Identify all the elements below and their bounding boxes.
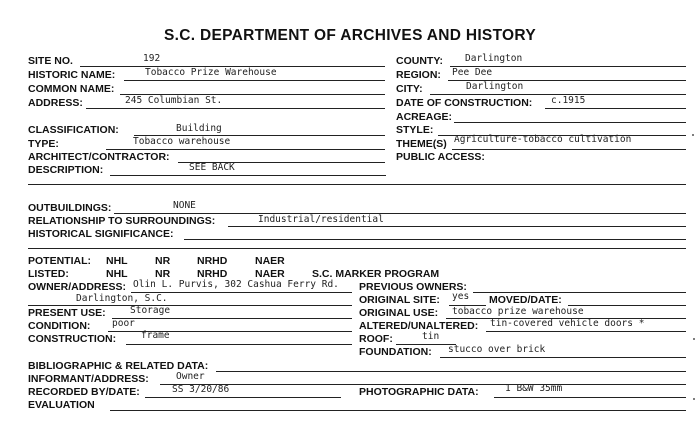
date-of-construction-value: c.1915: [551, 95, 586, 106]
scan-speck: [693, 338, 695, 340]
foundation-value: stucco over brick: [448, 344, 546, 355]
construction-line: [126, 344, 352, 345]
roof-label: ROOF:: [359, 333, 393, 345]
photographic-value: 1 B&W 35mm: [505, 383, 563, 394]
address-label: ADDRESS:: [28, 97, 83, 109]
altered-label: ALTERED/UNALTERED:: [359, 320, 479, 332]
relationship-line: [228, 226, 686, 227]
informant-line: [160, 384, 686, 385]
recorded-by-label: RECORDED BY/DATE:: [28, 386, 140, 398]
listed-naer: NAER: [255, 268, 285, 280]
present-use-label: PRESENT USE:: [28, 307, 106, 319]
relationship-label: RELATIONSHIP TO SURROUNDINGS:: [28, 215, 216, 227]
condition-label: CONDITION:: [28, 320, 91, 332]
outbuildings-value: NONE: [173, 200, 196, 211]
owner-address-value-2: Darlington, S.C.: [76, 293, 168, 304]
style-label: STYLE:: [396, 124, 434, 136]
architect-label: ARCHITECT/CONTRACTOR:: [28, 151, 170, 163]
public-access-label: PUBLIC ACCESS:: [396, 151, 485, 163]
classification-value: Building: [176, 123, 222, 134]
moved-date-line: [568, 305, 686, 306]
themes-label: THEME(S): [396, 138, 447, 150]
recorded-by-value: SS 3/20/86: [172, 384, 230, 395]
altered-value: tin-covered vehicle doors *: [490, 318, 645, 329]
owner-address-line-2: [28, 305, 352, 306]
owner-address-label: OWNER/ADDRESS:: [28, 281, 127, 293]
county-value: Darlington: [465, 53, 523, 64]
site-no-value: 192: [143, 53, 161, 64]
acreage-line: [454, 122, 686, 123]
region-value: Pee Dee: [452, 67, 493, 78]
address-line: [86, 108, 385, 109]
historical-significance-label: HISTORICAL SIGNIFICANCE:: [28, 228, 174, 240]
scan-speck: [692, 134, 694, 136]
description-line: [110, 175, 386, 176]
previous-owners-label: PREVIOUS OWNERS:: [359, 281, 467, 293]
present-use-line: [112, 318, 352, 319]
foundation-label: FOUNDATION:: [359, 346, 432, 358]
potential-label: POTENTIAL:: [28, 255, 91, 267]
outbuildings-label: OUTBUILDINGS:: [28, 202, 112, 214]
description-continuation-line: [28, 184, 686, 185]
present-use-value: Storage: [130, 305, 171, 316]
photographic-line: [494, 397, 686, 398]
acreage-label: ACREAGE:: [396, 111, 453, 123]
description-label: DESCRIPTION:: [28, 164, 104, 176]
city-value: Darlington: [466, 81, 524, 92]
historic-name-line: [124, 80, 385, 81]
roof-line: [396, 344, 456, 345]
significance-continuation-line: [28, 248, 686, 249]
historic-name-value: Tobacco Prize Warehouse: [145, 67, 277, 78]
description-value: SEE BACK: [189, 162, 235, 173]
original-site-value: yes: [452, 291, 470, 302]
marker-program-label: S.C. MARKER PROGRAM: [312, 268, 440, 280]
condition-value: poor: [112, 318, 135, 329]
evaluation-line: [110, 410, 686, 411]
owner-address-value-1: Olin L. Purvis, 302 Cashua Ferry Rd.: [133, 279, 339, 290]
roof-value: tin: [422, 331, 440, 342]
type-label: TYPE:: [28, 138, 59, 150]
informant-label: INFORMANT/ADDRESS:: [28, 373, 149, 385]
relationship-value: Industrial/residential: [258, 214, 384, 225]
region-label: REGION:: [396, 69, 441, 81]
listed-label: LISTED:: [28, 268, 69, 280]
type-value: Tobacco warehouse: [133, 136, 231, 147]
original-use-label: ORIGINAL USE:: [359, 307, 439, 319]
bibliographic-label: BIBLIOGRAPHIC & RELATED DATA:: [28, 360, 209, 372]
date-of-construction-line: [545, 108, 686, 109]
original-site-label: ORIGINAL SITE:: [359, 294, 440, 306]
listed-nrhd: NRHD: [197, 268, 228, 280]
potential-nhl: NHL: [106, 255, 128, 267]
potential-nrhd: NRHD: [197, 255, 228, 267]
photographic-label: PHOTOGRAPHIC DATA:: [359, 386, 479, 398]
county-label: COUNTY:: [396, 55, 444, 67]
historic-name-label: HISTORIC NAME:: [28, 69, 116, 81]
construction-value: frame: [141, 330, 170, 341]
address-value: 245 Columbian St.: [125, 95, 223, 106]
altered-line: [486, 331, 686, 332]
scan-speck: [693, 398, 695, 400]
type-line: [106, 149, 385, 150]
listed-nhl: NHL: [106, 268, 128, 280]
construction-label: CONSTRUCTION:: [28, 333, 117, 345]
date-of-construction-label: DATE OF CONSTRUCTION:: [396, 97, 533, 109]
recorded-by-line: [145, 397, 341, 398]
form-title: S.C. DEPARTMENT OF ARCHIVES AND HISTORY: [164, 27, 536, 44]
outbuildings-line: [114, 213, 686, 214]
bibliographic-line: [216, 371, 686, 372]
moved-date-label: MOVED/DATE:: [489, 294, 562, 306]
classification-label: CLASSIFICATION:: [28, 124, 119, 136]
historical-significance-line: [184, 239, 686, 240]
site-no-label: SITE NO.: [28, 55, 73, 67]
common-name-label: COMMON NAME:: [28, 83, 115, 95]
potential-naer: NAER: [255, 255, 285, 267]
potential-nr: NR: [155, 255, 171, 267]
previous-owners-line: [473, 292, 686, 293]
themes-value: Agriculture-tobacco cultivation: [454, 134, 632, 145]
foundation-line: [440, 357, 686, 358]
listed-nr: NR: [155, 268, 171, 280]
themes-line: [452, 149, 686, 150]
informant-value: Owner: [176, 371, 205, 382]
city-label: CITY:: [396, 83, 423, 95]
original-use-value: tobacco prize warehouse: [452, 306, 584, 317]
evaluation-label: EVALUATION: [28, 399, 95, 411]
